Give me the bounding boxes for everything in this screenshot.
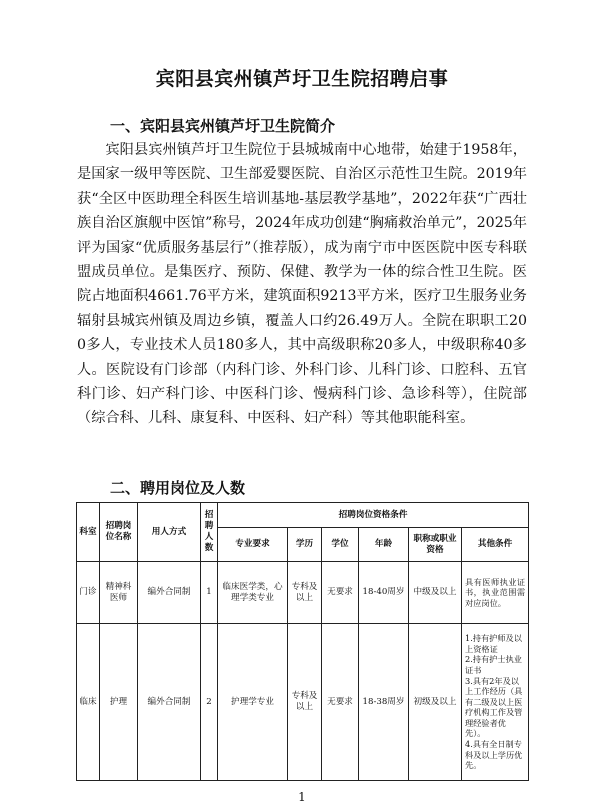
- cell-dept: 门诊: [77, 562, 100, 624]
- header-dept: 科室: [77, 503, 100, 562]
- cell-dept: 临床: [77, 624, 100, 781]
- cell-major: 临床医学类，心理学类专业: [218, 562, 288, 624]
- header-hiring-method: 用人方式: [138, 503, 201, 562]
- table-row: [77, 562, 529, 624]
- header-age: 年龄: [359, 528, 409, 562]
- page-number: 1: [298, 790, 306, 804]
- header-degree: 学位: [322, 528, 359, 562]
- cell-count: 2: [201, 624, 218, 781]
- cell-major: 护理学专业: [218, 624, 288, 781]
- table-row: [77, 624, 529, 781]
- cell-count: 1: [201, 562, 218, 624]
- header-other: 其他条件: [462, 528, 529, 562]
- page-title: 宾阳县宾州镇芦圩卫生院招聘启事: [155, 68, 449, 90]
- cell-position: 护理: [100, 624, 138, 781]
- header-requirements-group: 招聘岗位资格条件: [218, 503, 529, 528]
- cell-degree: 无要求: [322, 624, 359, 781]
- section-heading-positions: 二、聘用岗位及人数: [110, 479, 246, 497]
- header-title-qual: 职称或职业资格: [409, 528, 462, 562]
- header-major: 专业要求: [218, 528, 288, 562]
- cell-other: 1.持有护师及以上资格证 2.持有护士执业证书 3.具有2年及以上工作经历（具有二级及以上医疗机构工作及管理经验者优先）。 4.具有全日制专科及以上学历优先。: [462, 624, 529, 781]
- cell-hiring-method: 编外合同制: [138, 624, 201, 781]
- cell-title-qual: 初级及以上: [409, 624, 462, 781]
- cell-hiring-method: 编外合同制: [138, 562, 201, 624]
- intro-paragraph: 宾阳县宾州镇芦圩卫生院位于县城城南中心地带，始建于1958年，是国家一级甲等医院、卫生部爱婴医院、自治区示范性卫生院。2019年获“全区中医助理全科医生培训基地-基层教学基地”，2022年获“广西壮族自治区旗舰中医馆”称号，2024年成功创建“胸痛救治单元”，2025年评为国家“优质服务基层行”（推荐版），成为南宁市中医医院中医专科联盟成员单位。是集医疗、预防、保健、教学为一体的综合性卫生院。医院占地面积4661.76平方米，建筑面积9213平方米，医疗卫生服务业务辐射县城宾州镇及周边乡镇，覆盖人口约26.49万人。全院在职职工200多人，专业技术人员180多人，其中高级职称20多人，中级职称40多人。医院设有门诊部（内科门诊、外科门诊、儿科门诊、口腔科、五官科门诊、妇产科门诊、中医科门诊、慢病科门诊、急诊科等），住院部（综合科、儿科、康复科、中医科、妇产科）等其他职能科室。: [77, 142, 527, 427]
- cell-degree: 无要求: [322, 562, 359, 624]
- header-count: 招聘人数: [201, 503, 218, 562]
- recruitment-table: [76, 502, 529, 781]
- header-education: 学历: [288, 528, 322, 562]
- cell-age: 18-40周岁: [359, 562, 409, 624]
- cell-age: 18-38周岁: [359, 624, 409, 781]
- cell-title-qual: 中级及以上: [409, 562, 462, 624]
- cell-education: 专科及以上: [288, 624, 322, 781]
- cell-other: 具有医师执业证书，执业范围需对应岗位。: [462, 562, 529, 624]
- cell-education: 专科及以上: [288, 562, 322, 624]
- header-position: 招聘岗位名称: [100, 503, 138, 562]
- section-heading-intro: 一、宾阳县宾州镇芦圩卫生院简介: [110, 117, 336, 135]
- cell-position: 精神科医师: [100, 562, 138, 624]
